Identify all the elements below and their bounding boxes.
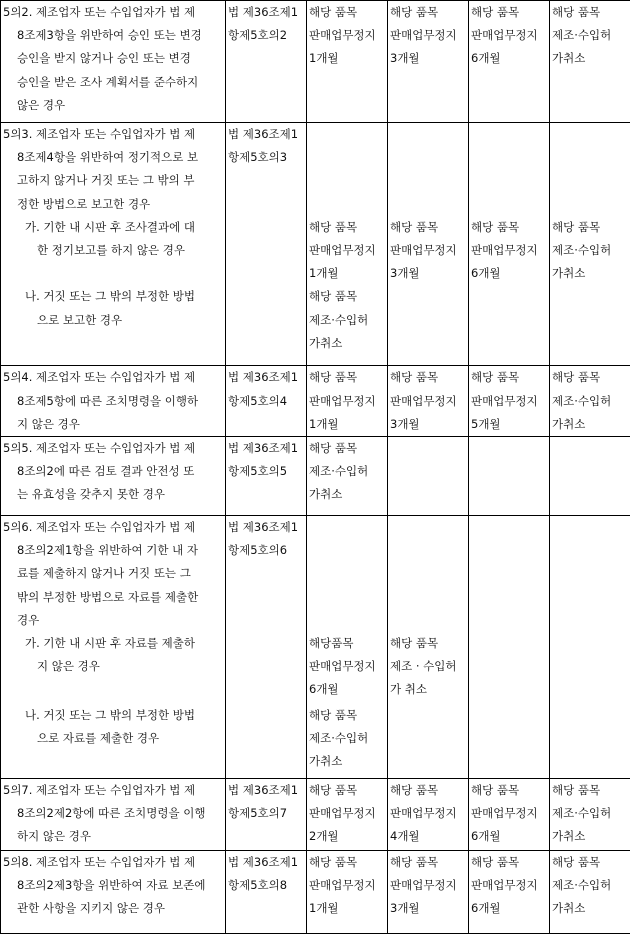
penalty-first-line: 해당 품목 [309, 437, 387, 460]
violation-description-line: 5의6. 제조업자 또는 수입업자가 법 제 [3, 516, 225, 539]
penalty-second-cell [388, 851, 469, 934]
violation-description-line: 승인을 받지 않거나 승인 또는 변경 [3, 47, 225, 70]
violation-description-line: 료를 제출하지 않거나 거짓 또는 그 [3, 562, 225, 585]
penalty-fourth-line: 가취소 [552, 262, 630, 285]
violation-description-line: 5의7. 제조업자 또는 수입업자가 법 제 [3, 779, 225, 802]
penalty-first-line: 판매업무정지 [309, 390, 387, 413]
penalty-first-cell [307, 285, 388, 366]
penalty-second-line: 판매업무정지 [390, 239, 468, 262]
violation-description-cell [1, 704, 226, 779]
violation-description-line: 8조제4항을 위반하여 정기적으로 보 [3, 146, 225, 169]
violation-description-line: 8조의2제3항을 위반하여 자료 보존에 [3, 874, 225, 897]
violation-description-line: 정한 방법으로 보고한 경우 [3, 193, 225, 216]
penalty-second-line: 해당 품목 [390, 366, 468, 389]
violation-description-line: 한 정기보고를 하지 않은 경우 [3, 239, 225, 262]
penalty-third-line: 6개월 [471, 825, 549, 848]
violation-description-line: 5의2. 제조업자 또는 수입업자가 법 제 [3, 1, 225, 24]
violation-description-line: 8조제5항에 따른 조치명령을 이행하 [3, 390, 225, 413]
legal-basis-cell [226, 216, 307, 286]
legal-basis-cell [226, 779, 307, 851]
violation-description-line: 나. 거짓 또는 그 밖의 부정한 방법 [3, 285, 225, 308]
penalty-third-cell [469, 123, 550, 216]
violation-description-line: 관한 사항을 지키지 않은 경우 [3, 897, 225, 920]
violation-description-line: 8조의2제2항에 따른 조치명령을 이행 [3, 802, 225, 825]
penalty-fourth-cell [550, 779, 630, 851]
penalty-fourth-line: 해당 품목 [552, 851, 630, 874]
penalty-third-cell [469, 216, 550, 286]
violation-description-line: 8조의2제1항을 위반하여 기한 내 자 [3, 539, 225, 562]
penalty-first-line: 6개월 [309, 678, 387, 701]
penalty-second-line: 3개월 [390, 413, 468, 436]
penalty-first-cell [307, 632, 388, 704]
penalty-first-line: 판매업무정지 [309, 802, 387, 825]
penalty-first-line: 해당 품목 [309, 216, 387, 239]
penalty-second-cell [388, 123, 469, 216]
penalty-first-line: 제조·수입허 [309, 460, 387, 483]
legal-basis-line: 법 제36조제1 [228, 851, 306, 874]
table-row [1, 1, 630, 123]
legal-basis-cell [226, 851, 307, 934]
violation-description-cell [1, 632, 226, 704]
penalty-fourth-line: 제조·수입허 [552, 24, 630, 47]
penalty-second-cell [388, 704, 469, 779]
legal-basis-cell [226, 123, 307, 216]
penalty-fourth-cell [550, 851, 630, 934]
legal-basis-line: 법 제36조제1 [228, 516, 306, 539]
penalty-first-line: 해당 품목 [309, 704, 387, 727]
violation-description-cell [1, 779, 226, 851]
penalty-third-cell [469, 704, 550, 779]
legal-basis-line: 항제5호의4 [228, 390, 306, 413]
penalty-first-line: 1개월 [309, 897, 387, 920]
penalty-fourth-line: 해당 품목 [552, 216, 630, 239]
penalty-first-cell [307, 437, 388, 516]
legal-basis-line: 법 제36조제1 [228, 366, 306, 389]
violation-description-line: 5의4. 제조업자 또는 수입업자가 법 제 [3, 366, 225, 389]
violation-description-line: 지 않은 경우 [3, 413, 225, 436]
penalty-fourth-line: 해당 품목 [552, 779, 630, 802]
violation-description-line: 5의8. 제조업자 또는 수입업자가 법 제 [3, 851, 225, 874]
penalty-second-cell [388, 516, 469, 633]
penalty-second-cell [388, 285, 469, 366]
penalty-second-line: 해당 품목 [390, 632, 468, 655]
penalty-third-line: 5개월 [471, 413, 549, 436]
penalty-fourth-cell [550, 437, 630, 516]
penalty-fourth-line: 해당 품목 [552, 366, 630, 389]
penalty-third-line: 판매업무정지 [471, 802, 549, 825]
table-subrow [1, 216, 630, 286]
penalty-second-line: 가 취소 [390, 678, 468, 701]
penalty-second-cell [388, 1, 469, 123]
violation-description-line: 승인을 받은 조사 계획서를 준수하지 [3, 71, 225, 94]
violation-description-line: 8조의2에 따른 검토 결과 안전성 또 [3, 460, 225, 483]
penalty-first-line: 판매업무정지 [309, 655, 387, 678]
penalty-first-line: 해당 품목 [309, 851, 387, 874]
violation-description-cell [1, 851, 226, 934]
penalty-fourth-line: 가취소 [552, 413, 630, 436]
violation-description-cell [1, 366, 226, 437]
violation-description-cell [1, 1, 226, 123]
legal-basis-line: 항제5호의8 [228, 874, 306, 897]
legal-basis-cell [226, 632, 307, 704]
penalty-third-cell [469, 285, 550, 366]
violation-description-line: 가. 기한 내 시판 후 조사결과에 대 [3, 216, 225, 239]
penalty-fourth-line: 해당 품목 [552, 1, 630, 24]
table-row [1, 123, 630, 216]
penalty-second-cell [388, 216, 469, 286]
penalty-third-line: 해당 품목 [471, 1, 549, 24]
penalty-first-cell [307, 779, 388, 851]
penalty-third-cell [469, 437, 550, 516]
penalty-third-line: 6개월 [471, 262, 549, 285]
penalty-second-line: 해당 품목 [390, 851, 468, 874]
legal-basis-line: 법 제36조제1 [228, 123, 306, 146]
penalty-first-line: 1개월 [309, 262, 387, 285]
penalty-first-line: 해당품목 [309, 632, 387, 655]
violation-description-line: 으로 자료를 제출한 경우 [3, 727, 225, 750]
penalty-fourth-line: 가취소 [552, 825, 630, 848]
penalty-second-line: 4개월 [390, 825, 468, 848]
violation-description-line: 나. 거짓 또는 그 밖의 부정한 방법 [3, 704, 225, 727]
penalty-second-line: 판매업무정지 [390, 390, 468, 413]
penalty-first-line: 가취소 [309, 750, 387, 773]
legal-basis-cell [226, 1, 307, 123]
penalty-first-line: 판매업무정지 [309, 874, 387, 897]
legal-basis-cell [226, 516, 307, 633]
violation-description-line: 지 않은 경우 [3, 655, 225, 678]
penalty-third-line: 판매업무정지 [471, 390, 549, 413]
penalty-fourth-line: 제조·수입허 [552, 874, 630, 897]
legal-basis-line: 법 제36조제1 [228, 779, 306, 802]
penalty-first-line: 가취소 [309, 332, 387, 355]
penalty-third-line: 해당 품목 [471, 779, 549, 802]
penalty-third-line: 해당 품목 [471, 216, 549, 239]
penalty-first-cell [307, 851, 388, 934]
penalty-first-line: 해당 품목 [309, 366, 387, 389]
penalty-third-line: 해당 품목 [471, 366, 549, 389]
table-subrow [1, 704, 630, 779]
penalty-first-cell [307, 123, 388, 216]
penalty-third-line: 6개월 [471, 897, 549, 920]
penalty-first-line: 판매업무정지 [309, 24, 387, 47]
legal-basis-line: 항제5호의6 [228, 539, 306, 562]
penalty-third-line: 6개월 [471, 47, 549, 70]
penalty-first-line: 제조·수입허 [309, 727, 387, 750]
penalty-fourth-line: 가취소 [552, 47, 630, 70]
penalty-first-line: 제조·수입허 [309, 309, 387, 332]
penalty-second-line: 판매업무정지 [390, 802, 468, 825]
violation-description-line: 5의5. 제조업자 또는 수입업자가 법 제 [3, 437, 225, 460]
penalty-fourth-line: 가취소 [552, 897, 630, 920]
table-subrow [1, 285, 630, 366]
violation-description-line: 밖의 부정한 방법으로 자료를 제출한 [3, 586, 225, 609]
penalty-first-line: 해당 품목 [309, 779, 387, 802]
penalty-second-line: 해당 품목 [390, 779, 468, 802]
violation-description-cell [1, 285, 226, 366]
penalty-second-line: 3개월 [390, 897, 468, 920]
table-row [1, 437, 630, 516]
penalty-third-cell [469, 366, 550, 437]
legal-basis-cell [226, 437, 307, 516]
penalty-fourth-cell [550, 704, 630, 779]
penalty-first-cell [307, 216, 388, 286]
penalty-third-cell [469, 516, 550, 633]
penalty-first-line: 2개월 [309, 825, 387, 848]
legal-basis-line: 항제5호의5 [228, 460, 306, 483]
penalty-third-cell [469, 632, 550, 704]
violation-description-cell [1, 216, 226, 286]
penalty-table-body [1, 1, 630, 934]
legal-basis-line: 항제5호의7 [228, 802, 306, 825]
violation-description-line: 가. 기한 내 시판 후 자료를 제출하 [3, 632, 225, 655]
penalty-third-cell [469, 851, 550, 934]
violation-description-line: 8조제3항을 위반하여 승인 또는 변경 [3, 24, 225, 47]
penalty-second-line: 해당 품목 [390, 1, 468, 24]
penalty-fourth-line: 제조·수입허 [552, 802, 630, 825]
legal-basis-line: 법 제36조제1 [228, 1, 306, 24]
violation-description-cell [1, 123, 226, 216]
penalty-second-line: 제조 · 수입허 [390, 655, 468, 678]
penalty-first-cell [307, 516, 388, 633]
penalty-fourth-cell [550, 285, 630, 366]
penalty-first-line: 해당 품목 [309, 1, 387, 24]
penalty-first-line: 판매업무정지 [309, 239, 387, 262]
violation-description-cell [1, 516, 226, 633]
penalty-second-cell [388, 437, 469, 516]
violation-description-line: 5의3. 제조업자 또는 수입업자가 법 제 [3, 123, 225, 146]
penalty-second-line: 해당 품목 [390, 216, 468, 239]
penalty-first-line: 해당 품목 [309, 285, 387, 308]
penalty-fourth-cell [550, 366, 630, 437]
penalty-second-line: 3개월 [390, 47, 468, 70]
legal-basis-line: 법 제36조제1 [228, 437, 306, 460]
violation-description-line: 않은 경우 [3, 94, 225, 117]
penalty-third-line: 판매업무정지 [471, 24, 549, 47]
violation-description-line: 으로 보고한 경우 [3, 309, 225, 332]
violation-description-line: 하지 않은 경우 [3, 825, 225, 848]
penalty-third-cell [469, 1, 550, 123]
violation-description-line: 고하지 않거나 거짓 또는 그 밖의 부 [3, 169, 225, 192]
legal-basis-cell [226, 285, 307, 366]
penalty-first-cell [307, 704, 388, 779]
legal-basis-cell [226, 366, 307, 437]
penalty-second-cell [388, 632, 469, 704]
table-row [1, 779, 630, 851]
penalty-third-line: 판매업무정지 [471, 239, 549, 262]
penalty-fourth-cell [550, 1, 630, 123]
violation-description-cell [1, 437, 226, 516]
penalty-fourth-cell [550, 123, 630, 216]
penalty-first-line: 1개월 [309, 413, 387, 436]
legal-basis-line: 항제5호의2 [228, 24, 306, 47]
penalty-first-line: 1개월 [309, 47, 387, 70]
table-row [1, 366, 630, 437]
penalty-first-cell [307, 1, 388, 123]
table-row [1, 516, 630, 633]
penalty-second-cell [388, 366, 469, 437]
penalty-first-line: 가취소 [309, 483, 387, 506]
penalty-fourth-cell [550, 632, 630, 704]
penalty-third-cell [469, 779, 550, 851]
violation-description-line: 경우 [3, 609, 225, 632]
penalty-fourth-line: 제조·수입허 [552, 390, 630, 413]
penalty-first-cell [307, 366, 388, 437]
table-row [1, 851, 630, 934]
table-subrow [1, 632, 630, 704]
penalty-third-line: 해당 품목 [471, 851, 549, 874]
penalty-fourth-cell [550, 216, 630, 286]
penalty-second-cell [388, 779, 469, 851]
penalty-second-line: 판매업무정지 [390, 874, 468, 897]
penalty-fourth-line: 제조·수입허 [552, 239, 630, 262]
penalty-second-line: 3개월 [390, 262, 468, 285]
penalty-fourth-cell [550, 516, 630, 633]
legal-basis-line: 항제5호의3 [228, 146, 306, 169]
penalty-second-line: 판매업무정지 [390, 24, 468, 47]
violation-description-line: 는 유효성을 갖추지 못한 경우 [3, 483, 225, 506]
legal-basis-cell [226, 704, 307, 779]
penalty-third-line: 판매업무정지 [471, 874, 549, 897]
